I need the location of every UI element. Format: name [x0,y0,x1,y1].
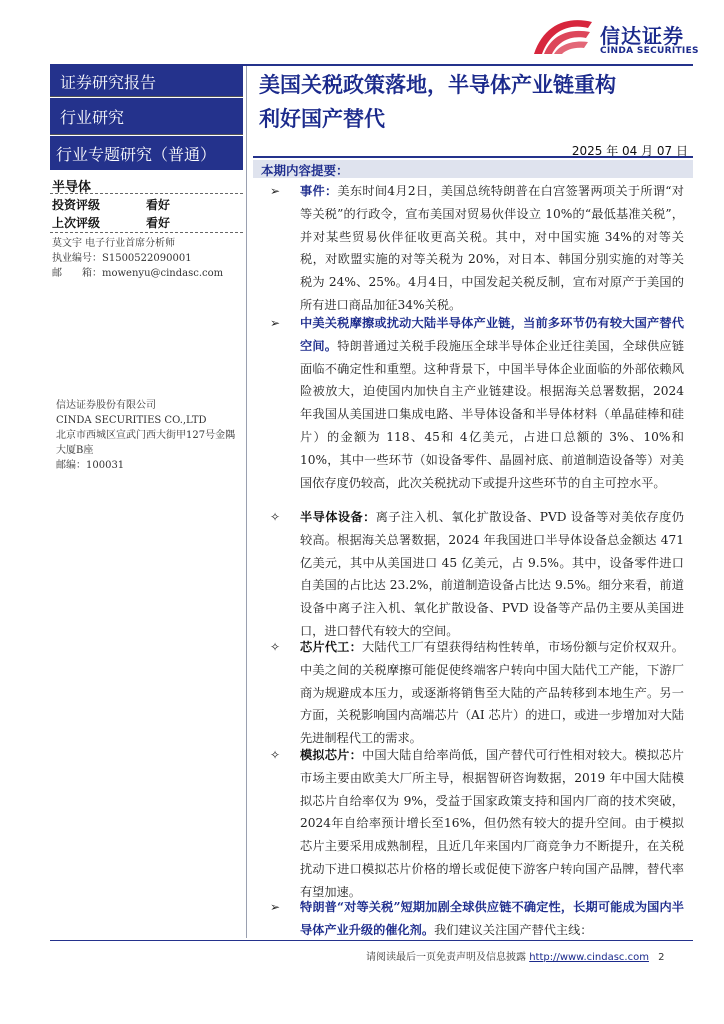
company-info [56,398,241,473]
bullet-arrow-icon: ➢ [270,316,281,330]
footer-rule [50,940,693,941]
bullet-arrow-icon: ➢ [270,900,281,914]
prev-rating-row [52,214,242,230]
list-item [300,180,684,317]
item-text: 特朗普通过关税手段施压全球半导体企业迁往美国，全球供应链面临不确定性和重塑。这种背景下，中国半导体企业面临的外部依赖风险被放大，迫使国内加快自主产业链建设。根据海关总署数据，2024 年我国从美国进口集成电路、半导体设备和半导体材料（单晶硅棒和硅片）的金额为 118、45和 4亿美元，占进口总额的 3%、10%和 10%，其中一些环节（如设备零件、晶圆衬底、前道制造设备等）对美国依存度仍较高，此次关税扰动下或提升这些环节的自主可控水平。 [300,338,685,490]
item-lead: 模拟芯片： [300,748,362,762]
footer-disclaimer: 请阅读最后一页免责声明及信息披露 [366,952,530,963]
list-item [300,312,684,494]
prev-rating-label: 上次评级 [52,216,101,230]
bullet-diamond-icon: ✧ [270,640,281,654]
item-lead: 中美关税摩擦或扰动大陆半导体产业链，当前多环节仍有较大国产替代空间。 [300,316,684,353]
item-lead: 事件： [300,184,338,198]
bullet-arrow-icon: ➢ [270,184,281,198]
list-item [300,636,684,750]
report-category: 行业研究 [60,108,125,127]
item-text: 中国大陆自给率尚低，国产替代可行性相对较大。模拟芯片市场主要由欧美大厂所主导，根据智研咨询数据，2019 年中国大陆模拟芯片自给率仅为 9%，受益于国家政策支持和国内厂商的技术突破，2024年自给率预计增长至16%，但仍然有较大的提升空间。由于模拟芯片主要采用成熟制程，且近几年来国内厂商竞争力不断提升，在关税扰动下进口模拟芯片价格的增长或促使下游客户转向国产品牌，替代率有望加速。 [300,748,684,899]
analyst-license: 执业编号：S1500522090001 [52,253,192,264]
analyst-info [52,236,223,281]
column-divider [246,66,247,938]
footer-link[interactable]: http://www.cindasc.com [529,952,649,963]
item-text: 离子注入机、氧化扩散设备、PVD 设备等对美依存度仍较高。根据海关总署数据，2024 年我国进口半导体设备总金额达 471 亿美元，其中从美国进口 45 亿美元，占 9.5%。其中，设备零件进口自美国的占比达 23.2%，前道制造设备占比达 9.5%。细分来看，前道设备中离子注入机、氧化扩散设备、PVD 设备等产品仍主要从美国进口，进口替代有较大的空间。 [300,510,684,638]
prev-rating-value: 看好 [146,216,171,230]
logo-mark-icon [530,14,600,60]
industry-name: 半导体 [52,180,92,195]
item-lead: 半导体设备： [300,510,376,524]
item-text: 美东时间4月2日，美国总统特朗普在白宫签署两项关于所谓“对等关税”的行政令，宣布美国对贸易伙伴设立 10%的“最低基准关税”，并对某些贸易伙伴征收更高关税。其中，对中国实施 34%的对等关税，对欧盟实施的对等关税为 20%，对日本、韩国分别实施的对等关税为 24%、25%。4月4日，中国发起关税反制，宣布对原产于美国的所有进口商品加征34%关税。 [300,184,684,312]
brand-logo [530,14,705,60]
report-type-box [50,66,243,97]
analyst-email[interactable]: 邮 箱：mowenyu@cindasc.com [52,268,224,279]
analyst-name: 莫文宇 电子行业首席分析师 [52,238,176,249]
item-lead: 特朗普“对等关税”短期加剧全球供应链不确定性，长期可能成为国内半导体产业升级的催化剂。 [300,900,684,937]
report-date: 2025 年 04 月 07 日 [571,144,688,158]
report-sub-category: 行业专题研究（普通） [56,145,217,164]
page-number: 2 [658,952,665,963]
company-name-en: CINDA SECURITIES CO.,LTD [56,415,207,426]
company-name-cn: 信达证券股份有限公司 [56,400,156,411]
item-lead: 芯片代工： [300,640,362,654]
bullet-diamond-icon: ✧ [270,510,281,524]
company-address: 北京市西城区宣武门西大街甲127号金隅大厦B座 [56,430,236,456]
list-item [300,506,684,643]
rating-value: 看好 [146,198,171,212]
logo-text-en: CINDA SECURITIES [600,46,699,56]
report-title [259,68,689,136]
divider [50,232,243,233]
rating-label: 投资评级 [52,198,101,212]
title-line-1: 美国关税政策落地，半导体产业链重构 [259,73,616,97]
category-box [50,98,243,135]
company-postcode: 邮编：100031 [56,460,125,471]
logo-text-cn: 信达证券 [600,24,684,48]
summary-header [253,160,693,178]
list-item [300,896,684,942]
item-text: 我们建议关注国产替代主线： [434,922,593,937]
rating-row [52,196,242,212]
title-line-2: 利好国产替代 [259,107,385,131]
divider [50,193,243,194]
item-text: 大陆代工厂有望获得结构性转单，市场份额与定价权双升。中美之间的关税摩擦可能促使终端客户转向中国大陆代工产能，下游厂商为规避成本压力，或逐渐将销售至大陆的产品转移到本地生产。另一方面，关税影响国内高端芯片（AI 芯片）的进口，或进一步增加对大陆先进制程代工的需求。 [300,640,684,746]
summary-title: 本期内容提要： [261,163,349,178]
report-type: 证券研究报告 [60,73,157,92]
footer [366,948,665,963]
date-rule [253,156,693,158]
list-item [300,744,684,904]
bullet-diamond-icon: ✧ [270,748,281,762]
sub-category-box [50,136,243,170]
